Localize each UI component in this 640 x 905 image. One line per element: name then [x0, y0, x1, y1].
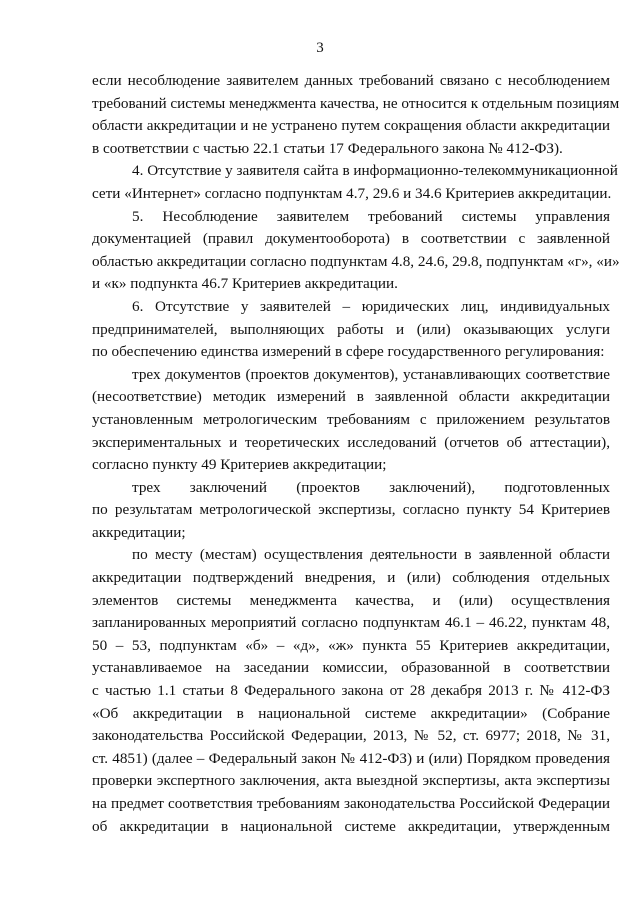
- text-line: экспериментальных и теоретических исследований (отчетов об аттестации),: [92, 433, 610, 451]
- text-line: об аккредитации в национальной системе аккредитации, утвержденным: [92, 817, 610, 835]
- text-line: ст. 4851) (далее – Федеральный закон № 412-ФЗ) и (или) Порядком проведения: [92, 749, 610, 767]
- text-line: аккредитации;: [92, 523, 186, 541]
- text-line: в соответствии с частью 22.1 статьи 17 Федерального закона № 412-ФЗ).: [92, 139, 563, 157]
- text-line: 5. Несоблюдение заявителем требований системы управления: [132, 207, 610, 225]
- text-line: запланированных мероприятий согласно подпунктам 46.1 – 46.22, пунктам 48,: [92, 614, 610, 632]
- text-line: области аккредитации и не устранено путем сокращения области аккредитации: [92, 117, 610, 135]
- text-line: по результатам метрологической экспертизы, согласно пункту 54 Критериев: [92, 501, 610, 519]
- text-line: сети «Интернет» согласно подпунктам 4.7, 29.6 и 34.6 Критериев аккредитации.: [92, 184, 612, 202]
- text-line: элементов системы менеджмента качества, и (или) осуществления: [92, 591, 610, 609]
- text-line: трех документов (проектов документов), устанавливающих соответствие: [132, 365, 610, 383]
- text-line: 6. Отсутствие у заявителей – юридических лиц, индивидуальных: [132, 297, 610, 315]
- text-line: предпринимателей, выполняющих работы и (или) оказывающих услуги: [92, 320, 610, 338]
- text-line: документацией (правил документооборота) в соответствии с заявленной: [92, 230, 610, 248]
- text-line: и «к» подпункта 46.7 Критериев аккредитации.: [92, 275, 398, 293]
- text-line: проверки экспертного заключения, акта выездной экспертизы, акта экспертизы: [92, 772, 610, 790]
- text-line: 50 – 53, подпунктам «б» – «д», «ж» пункта 55 Критериев аккредитации,: [92, 636, 610, 654]
- text-line: на предмет соответствия требованиям законодательства Российской Федерации: [92, 795, 610, 812]
- text-line: если несоблюдение заявителем данных требований связано с несоблюдением: [92, 72, 610, 89]
- text-line: «Об аккредитации в национальной системе аккредитации» (Собрание: [92, 704, 610, 722]
- text-line: трех заключений (проектов заключений), подготовленных: [132, 478, 610, 496]
- text-line: аккредитации подтверждений внедрения, и (или) соблюдения отдельных: [92, 569, 610, 587]
- document-body: [92, 70, 620, 838]
- text-line: устанавливаемое на заседании комиссии, образованной в соответствии: [92, 659, 610, 677]
- text-line: требований системы менеджмента качества, не относится к отдельным позициям: [92, 94, 620, 112]
- text-line: законодательства Российской Федерации, 2013, № 52, ст. 6977; 2018, № 31,: [92, 727, 610, 745]
- text-line: областью аккредитации согласно подпунктам 4.8, 24.6, 29.8, подпунктам «г», «и»: [92, 252, 620, 270]
- text-line: (несоответствие) методик измерений в заявленной области аккредитации: [92, 388, 610, 406]
- text-line: с частью 1.1 статьи 8 Федерального закона от 28 декабря 2013 г. № 412-ФЗ: [92, 682, 610, 700]
- page-number: 3: [316, 40, 324, 56]
- text-line: по обеспечению единства измерений в сфере государственного регулирования:: [92, 343, 605, 361]
- text-line: установленным метрологическим требованиям с приложением результатов: [92, 410, 610, 428]
- text-line: по месту (местам) осуществления деятельности в заявленной области: [132, 546, 610, 564]
- text-line: согласно пункту 49 Критериев аккредитации;: [92, 456, 387, 474]
- text-line: 4. Отсутствие у заявителя сайта в информационно-телекоммуникационной: [132, 162, 618, 180]
